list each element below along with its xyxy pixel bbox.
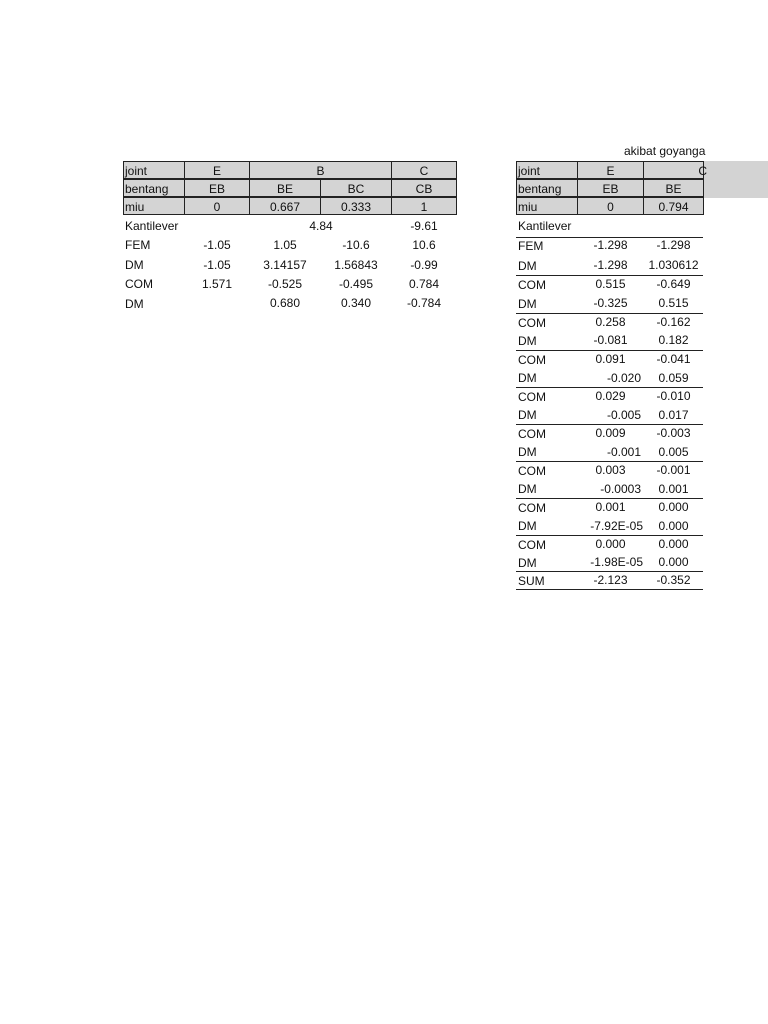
t2-row-label: Kantilever <box>518 219 572 233</box>
t2-row-label: COM <box>518 278 546 292</box>
t1-miu-EB: 0 <box>184 197 250 215</box>
t2-cell: -0.162 <box>656 315 691 329</box>
t2-cell: -0.010 <box>656 389 691 403</box>
t2-cell: -0.352 <box>656 573 691 587</box>
t2-miu-BE: 0.794 <box>643 197 704 215</box>
t2-cell: 0.515 <box>658 296 689 310</box>
t1-row-label: DM <box>125 258 144 272</box>
t1-row-label: Kantilever <box>125 219 179 233</box>
t2-row-label: DM <box>518 259 537 273</box>
t1-cell: 1.571 <box>201 277 233 291</box>
t1-row-label: COM <box>125 277 153 291</box>
t2-cell: 0.000 <box>658 519 689 533</box>
t1-cell: 4.84 <box>309 219 333 233</box>
t2-row-label: DM <box>518 297 537 311</box>
t2-miu-EB: 0 <box>577 197 644 215</box>
t2-cell: 0.009 <box>595 426 626 440</box>
t2-cell: -0.081 <box>593 333 628 347</box>
t1-cell: 10.6 <box>412 238 436 252</box>
t1-miu-BE: 0.667 <box>249 197 321 215</box>
t2-cell: -1.98E-05 <box>590 555 643 569</box>
t2-row-label: DM <box>518 408 537 422</box>
t2-bentang-BE: BE <box>643 179 704 197</box>
t2-cell: -2.123 <box>593 573 628 587</box>
t1-cell: -0.495 <box>338 277 374 291</box>
t2-cell: -0.325 <box>593 296 628 310</box>
t2-cell: -0.003 <box>656 426 691 440</box>
t2-cell: -0.0003 <box>600 482 641 496</box>
t2-cell: 0.515 <box>595 277 626 291</box>
t1-cell: 0.784 <box>408 277 440 291</box>
t1-cell: 1.56843 <box>334 258 378 272</box>
t1-bentang-CB: CB <box>391 179 457 197</box>
selected-cell-highlight <box>703 161 768 198</box>
t2-cell: 0.182 <box>658 333 689 347</box>
t2-cell: 0.017 <box>658 408 689 422</box>
table2-note: akibat goyanga <box>624 144 706 158</box>
t1-joint-E: E <box>184 161 250 179</box>
t2-row-label: DM <box>518 556 537 570</box>
t2-row-label: DM <box>518 519 537 533</box>
t2-row-label: COM <box>518 501 546 515</box>
t2-row-label: COM <box>518 316 546 330</box>
t2-row-label: COM <box>518 390 546 404</box>
t2-cell: -1.298 <box>593 238 628 252</box>
t1-joint-C: C <box>391 161 457 179</box>
t1-cell: -0.784 <box>406 296 442 310</box>
t1-cell: -1.05 <box>203 238 231 252</box>
t1-bentang-BC: BC <box>320 179 392 197</box>
t2-bentang-EB: EB <box>577 179 644 197</box>
t1-miu-BC: 0.333 <box>320 197 392 215</box>
t2-cell: 0.001 <box>658 482 689 496</box>
t2-cell: 0.000 <box>658 537 689 551</box>
t2-row-label: DM <box>518 371 537 385</box>
t2-miu-label: miu <box>516 197 578 215</box>
t1-bentang-label: bentang <box>123 179 185 197</box>
t1-cell: 0.340 <box>340 296 372 310</box>
t2-row-label: DM <box>518 445 537 459</box>
t1-cell: -0.99 <box>410 258 438 272</box>
t2-row-label: COM <box>518 353 546 367</box>
t2-cell: -7.92E-05 <box>590 519 643 533</box>
t2-cell: -0.001 <box>606 445 641 459</box>
t1-cell: 0.680 <box>269 296 301 310</box>
t2-cell: 0.258 <box>595 315 626 329</box>
t2-row-label: COM <box>518 464 546 478</box>
t1-row-label: FEM <box>125 238 151 252</box>
t1-bentang-BE: BE <box>249 179 321 197</box>
t1-cell: 3.14157 <box>263 258 307 272</box>
t2-cell: 0.005 <box>658 445 689 459</box>
t2-cell: -0.041 <box>656 352 691 366</box>
row-divider <box>516 589 703 590</box>
t2-cell: -1.298 <box>656 238 691 252</box>
t1-miu-label: miu <box>123 197 185 215</box>
t2-bentang-label: bentang <box>516 179 578 197</box>
t2-cell: -0.005 <box>606 408 641 422</box>
t2-row-label: FEM <box>518 239 544 253</box>
t1-cell: -9.61 <box>410 219 438 233</box>
t1-miu-CB: 1 <box>391 197 457 215</box>
t2-cell: 1.030612 <box>648 258 699 272</box>
t1-row-label: DM <box>125 297 144 311</box>
t2-row-label: SUM <box>518 574 545 588</box>
t2-cell: 0.059 <box>658 371 689 385</box>
t2-cell: 0.001 <box>595 500 626 514</box>
t2-cell: 0.000 <box>658 555 689 569</box>
t2-joint-label: joint <box>516 161 578 179</box>
t2-joint-E: E <box>577 161 644 179</box>
t2-row-label: DM <box>518 334 537 348</box>
t2-row-label: COM <box>518 427 546 441</box>
t2-cell: 0.003 <box>595 463 626 477</box>
t2-cell: -1.298 <box>593 258 628 272</box>
t2-cell: -0.649 <box>656 277 691 291</box>
t2-row-label: COM <box>518 538 546 552</box>
t1-cell: 1.05 <box>273 238 297 252</box>
t1-cell: -1.05 <box>203 258 231 272</box>
t2-cell: 0.029 <box>595 389 626 403</box>
t2-cell: 0.091 <box>595 352 626 366</box>
t1-joint-label: joint <box>123 161 185 179</box>
t1-cell: -10.6 <box>342 238 370 252</box>
t1-bentang-EB: EB <box>184 179 250 197</box>
t2-cell: 0.000 <box>595 537 626 551</box>
t2-row-label: DM <box>518 482 537 496</box>
t2-cell: -0.001 <box>656 463 691 477</box>
t2-cell: -0.020 <box>606 371 641 385</box>
t2-joint-next: C <box>643 161 704 179</box>
t1-cell: -0.525 <box>267 277 303 291</box>
t1-joint-B: B <box>249 161 392 179</box>
t2-cell: 0.000 <box>658 500 689 514</box>
